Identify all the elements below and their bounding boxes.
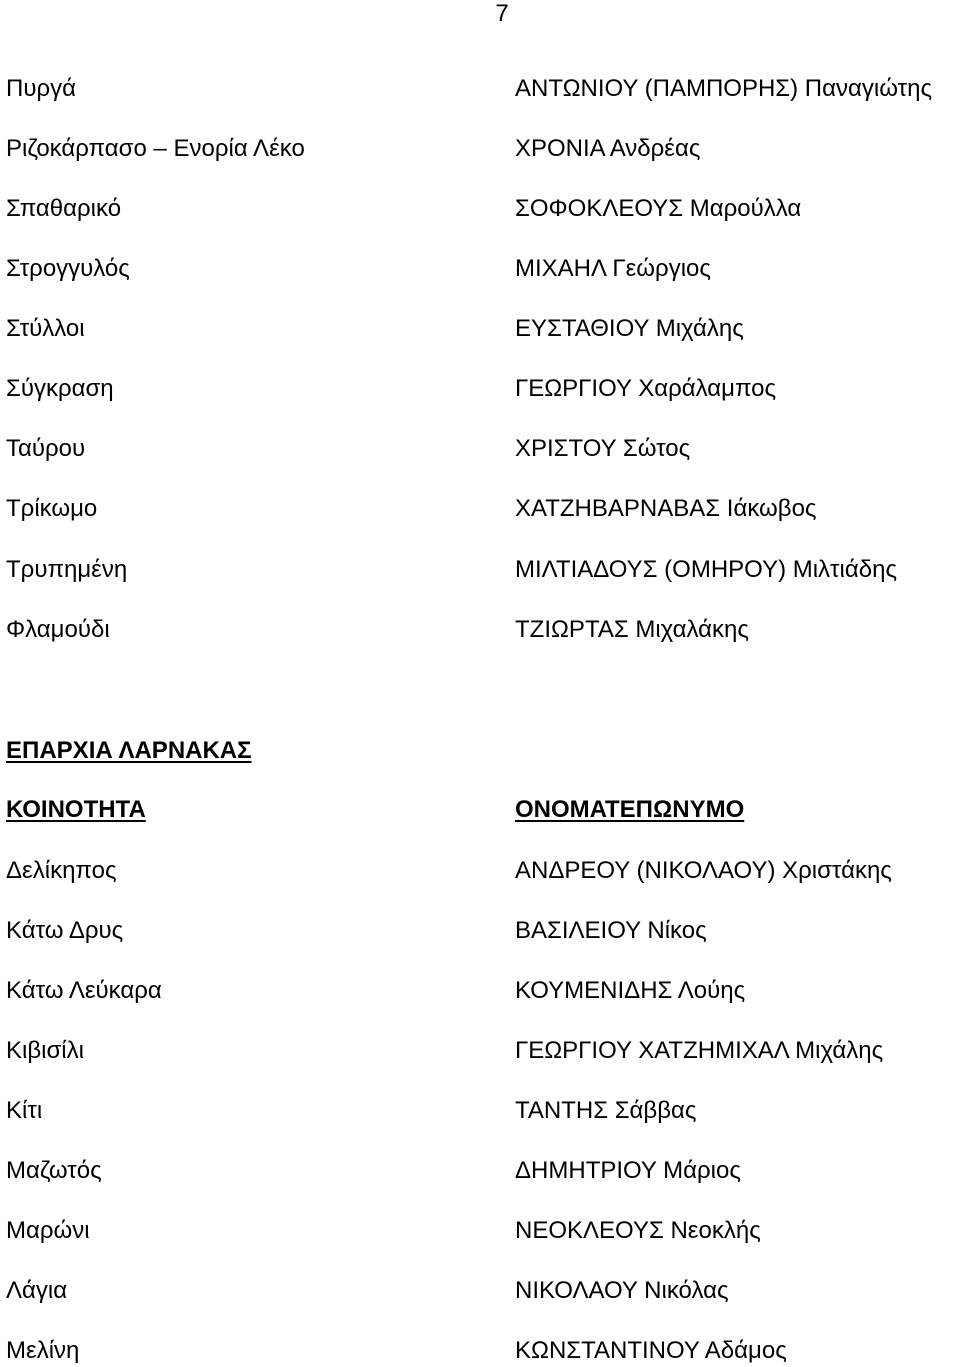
name-cell: ΤΑΝΤΗΣ Σάββας <box>515 1097 697 1124</box>
community-cell: Κάτω Δρυς <box>6 917 124 944</box>
table-row <box>0 555 960 585</box>
name-cell: ΚΟΥΜΕΝΙΔΗΣ Λούης <box>515 977 746 1004</box>
community-cell: Κιβισίλι <box>6 1037 84 1064</box>
community-cell: Κάτω Λεύκαρα <box>6 977 162 1004</box>
community-cell: Σύγκραση <box>6 375 114 402</box>
name-cell: ΣΟΦΟΚΛΕΟΥΣ Μαρούλλα <box>515 195 802 222</box>
community-cell: Τρίκωμο <box>6 495 98 522</box>
community-cell: Μελίνη <box>6 1337 80 1364</box>
name-cell: ΧΑΤΖΗΒΑΡΝΑΒΑΣ Ιάκωβος <box>515 495 817 522</box>
table-row <box>0 434 960 464</box>
table-row <box>0 134 960 164</box>
table-row <box>0 314 960 344</box>
name-cell: ΝΙΚΟΛΑΟΥ Νικόλας <box>515 1277 729 1304</box>
community-cell: Ριζοκάρπασο – Ενορία Λέκο <box>6 135 305 162</box>
community-cell: Δελίκηπος <box>6 857 117 884</box>
name-cell: ΓΕΩΡΓΙΟΥ ΧΑΤΖΗΜΙΧΑΛ Μιχάλης <box>515 1037 884 1064</box>
community-cell: Λάγια <box>6 1277 68 1304</box>
community-cell: Σπαθαρικό <box>6 195 122 222</box>
table-row <box>0 1036 960 1066</box>
table-row <box>0 1336 960 1366</box>
community-cell: Κίτι <box>6 1097 43 1124</box>
name-cell: ΑΝΤΩΝΙΟΥ (ΠΑΜΠΟΡΗΣ) Παναγιώτης <box>515 75 933 102</box>
name-cell: ΒΑΣΙΛΕΙΟΥ Νίκος <box>515 917 707 944</box>
name-cell: ΚΩΝΣΤΑΝΤΙΝΟΥ Αδάμος <box>515 1337 787 1364</box>
table-header-row <box>0 795 960 825</box>
table-row <box>0 74 960 104</box>
name-cell: ΝΕΟΚΛΕΟΥΣ Νεοκλής <box>515 1217 761 1244</box>
table-row <box>0 374 960 404</box>
table-row <box>0 1216 960 1246</box>
table-row <box>0 856 960 886</box>
name-cell: ΧΡΟΝΙΑ Ανδρέας <box>515 135 701 162</box>
name-cell: ΤΖΙΩΡΤΑΣ Μιχαλάκης <box>515 616 749 643</box>
community-cell: Τρυπημένη <box>6 556 128 583</box>
name-cell: ΑΝΔΡΕΟΥ (ΝΙΚΟΛΑΟΥ) Χριστάκης <box>515 857 892 884</box>
district-title: ΕΠΑΡΧΙΑ ΛΑΡΝΑΚΑΣ <box>6 737 252 764</box>
name-cell: ΔΗΜΗΤΡΙΟΥ Μάριος <box>515 1157 741 1184</box>
table-row <box>0 194 960 224</box>
table-row <box>0 1276 960 1306</box>
community-cell: Μαρώνι <box>6 1217 90 1244</box>
name-cell: ΓΕΩΡΓΙΟΥ Χαράλαμπος <box>515 375 777 402</box>
community-cell: Ταύρου <box>6 435 86 462</box>
table-row <box>0 976 960 1006</box>
community-cell: Μαζωτός <box>6 1157 102 1184</box>
table-row <box>0 615 960 645</box>
table-row <box>0 1096 960 1126</box>
table-row <box>0 916 960 946</box>
name-cell: ΧΡΙΣΤΟΥ Σώτος <box>515 435 691 462</box>
community-cell: Στύλλοι <box>6 315 85 342</box>
name-column-header: ΟΝΟΜΑΤΕΠΩΝΥΜΟ <box>515 796 745 823</box>
page-number: 7 <box>495 0 509 27</box>
community-column-header: ΚΟΙΝΟΤΗΤΑ <box>6 796 146 823</box>
name-cell: ΜΙΧΑΗΛ Γεώργιος <box>515 255 711 282</box>
community-cell: Φλαμούδι <box>6 616 110 643</box>
table-row <box>0 1156 960 1186</box>
table-row <box>0 494 960 524</box>
name-cell: ΕΥΣΤΑΘΙΟΥ Μιχάλης <box>515 315 744 342</box>
community-cell: Στρογγυλός <box>6 255 130 282</box>
community-cell: Πυργά <box>6 75 76 102</box>
name-cell: ΜΙΛΤΙΑΔΟΥΣ (ΟΜΗΡΟΥ) Μιλτιάδης <box>515 556 898 583</box>
table-row <box>0 254 960 284</box>
